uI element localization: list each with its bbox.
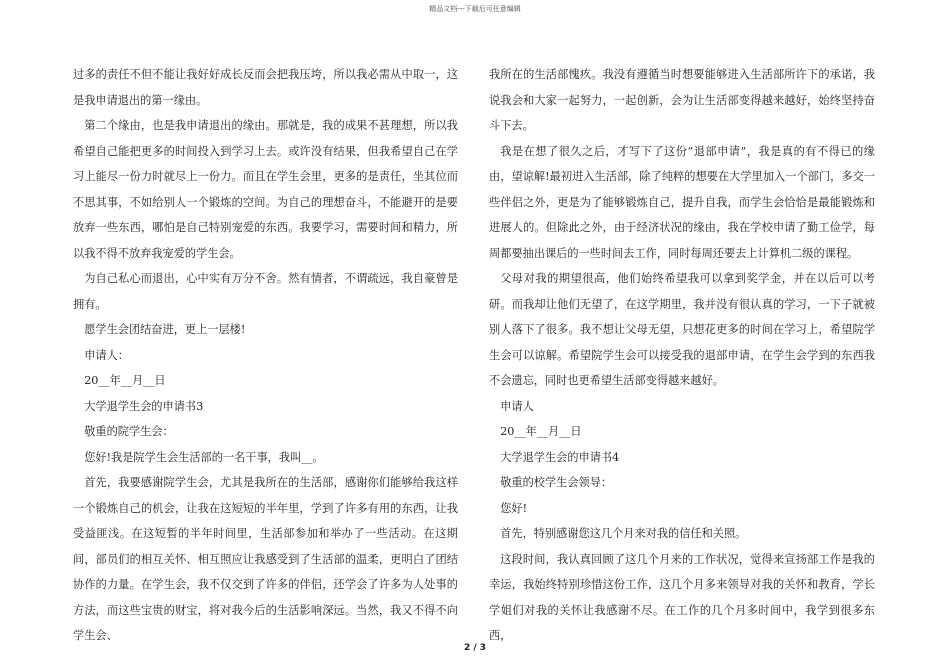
paragraph: 首先，我要感谢院学生会，尤其是我所在的生活部，感谢你们能够给我这样一个锻炼自己的机会，让我在这短短的半年里，学到了许多有用的东西，让我受益匪浅。在这短暂的半年时间里，生活部参加和举办了一些活动。在这期间，部员们的相互关怀、相互照应让我感受到了生活部的温柔，更明白了团结协作的力量。在学生会，我不仅交到了许多的伴侣，还学会了许多为人处事的方法，而这些宝贵的财宝，将对我今后的生活影响深远。当然，我又不得不向学生会、	[73, 476, 458, 642]
paragraph: 为自己私心而退出，心中实有万分不舍。然有情者，不谓疏远，我自豪曾是拥有。	[73, 272, 458, 311]
salutation: 敬重的院学生会：	[84, 425, 174, 438]
date-line: 20__年__月__日	[84, 374, 166, 387]
paragraph: 我所在的生活部愧疚。我没有遵循当时想要能够进入生活部所许下的承诺，我说我会和大家一起努力，一起创新，会为让生活部变得越来越好，始终坚持奋斗下去。	[489, 68, 875, 132]
paragraph: 我是在想了很久之后，才写下了这份“退部申请”，我是真的有不得已的缘由，望谅解!最初进入生活部，除了纯粹的想要在大学里加入一个部门，多交一些伴侣之外，更是为了能够锻炼自己，提升自我，而学生会恰恰是最能锻炼和进展人的。但除此之外，由于经济状况的缘由，我在学校申请了勤工俭学，每周都要抽出课后的一些时间去工作，同时每周还要去上计算机二级的课程。	[489, 144, 875, 260]
salutation: 敬重的校学生会领导：	[500, 476, 613, 489]
date-line: 20__年__月__日	[500, 425, 582, 438]
applicant-line: 申请人	[500, 399, 534, 413]
paragraph: 过多的责任不但不能让我好好成长反而会把我压垮，所以我必需从中取一，这是我申请退出的第一缘由。	[73, 68, 458, 107]
paragraph: 您好!我是院学生会生活部的一名干事，我叫__。	[84, 450, 324, 464]
section-title: 大学退学生会的申请书4	[500, 450, 620, 464]
paragraph: 父母对我的期望很高，他们始终希望我可以拿到奖学金，并在以后可以考研。而我却让他们无望了，在这学期里，我并没有很认真的学习，一下子就被别人落下了很多。我不想让父母无望，只想花更多的时间在学习上，希望院学生会可以谅解。希望院学生会可以接受我的退部申请，在学生会学到的东西我不会遗忘，同时也更希望生活部变得越来越好。	[489, 272, 875, 387]
section-title: 大学退学生会的申请书3	[84, 399, 204, 413]
page-header: 精品文档---下载后可任意编辑	[429, 5, 521, 13]
paragraph: 这段时间，我认真回顾了这几个月来的工作状况，觉得来宣扬部工作是我的幸运，我始终特别珍惜这份工作，这几个月多来领导对我的关怀和教育，学长学姐们对我的关怀让我感谢不尽。在工作的几个月多时间中，我学到很多东西，	[489, 552, 875, 642]
paragraph: 第二个缘由，也是我申请退出的缘由。那就是，我的成果不甚理想，所以我希望自己能把更多的时间投入到学习上去。或许没有结果，但我希望自己在学习上能尽一份力时就尽上一份力。而且在学生会里，更多的是责任，坐其位而不思其事，不如给别人一个锻炼的空间。为自己的理想奋斗，不能避开的是要放弃一些东西，哪怕是自己特别宠爱的东西。我要学习，需要时间和精力，所以我不得不放弃我宠爱的学生会。	[73, 119, 458, 260]
left-column	[73, 62, 458, 649]
right-column	[489, 62, 875, 649]
paragraph: 首先，特别感谢您这几个月来对我的信任和关照。	[500, 527, 747, 540]
applicant-line: 申请人：	[84, 348, 129, 362]
paragraph: 愿学生会团结奋进，更上一层楼!	[84, 323, 246, 336]
page-number: 2 / 3	[463, 643, 487, 653]
greeting: 您好!	[500, 501, 528, 515]
